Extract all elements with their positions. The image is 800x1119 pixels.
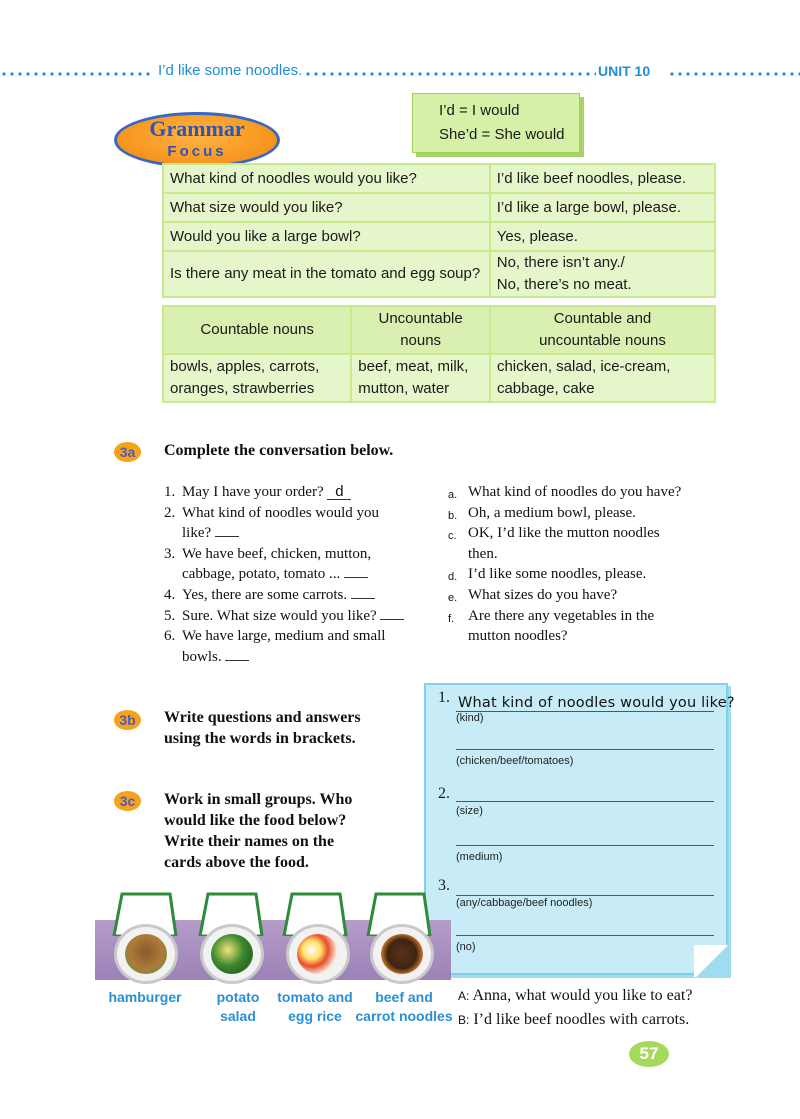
item-text: Are there any vegetables in the [468,607,655,624]
speaker-a: A: [458,989,470,1003]
table-row [163,354,715,402]
instruction-line: cards above the food. [164,854,309,871]
item-text: What kind of noodles would you [182,504,380,521]
contraction-2: She’d = She would [439,126,565,143]
grammar-table-nouns [162,305,716,403]
answer-line[interactable] [456,895,714,896]
table-cell-question: What kind of noodles would you like? [163,164,490,193]
dialog-line-a [458,984,692,1008]
list-item-continued [448,544,728,565]
answer-line[interactable] [456,935,714,936]
food-label-line: hamburger [108,989,182,1005]
card-number-2: 2. [438,785,450,802]
answer-blank[interactable] [351,585,375,599]
instruction-line: would like the food below? [164,812,347,829]
plate-potato-salad [200,924,264,984]
card-answer-1: What kind of noodles would you like? [458,695,735,711]
food-label-line: salad [220,1008,256,1024]
grammar-focus-badge [114,112,280,168]
cell-line: beef, meat, milk, [358,358,469,375]
list-item [448,482,728,503]
card-page-curl [694,945,730,977]
hint-chicken: (chicken/beef/tomatoes) [456,755,574,767]
item-number: 4. [164,586,176,603]
table-cell-answer [490,251,715,297]
list-item [164,544,434,565]
table-cell-answer: Yes, please. [490,222,715,251]
table-row [163,222,715,251]
food-label-beef-noodles [352,988,456,1026]
food-label-line: potato [216,989,260,1005]
food-label-line: tomato and [277,989,353,1005]
conversation-right-list [448,482,728,647]
food-label-potato-salad [206,988,270,1026]
item-text: We have beef, chicken, mutton, [182,545,372,562]
instruction-line: Write questions and answers [164,709,361,726]
item-text: mutton noodles? [468,628,568,645]
list-item [448,503,728,524]
list-item-continued [164,647,434,668]
food-label-line: egg rice [288,1008,342,1024]
plate-beef-noodles [370,924,434,984]
item-text: What kind of noodles do you have? [468,484,682,500]
list-item [164,585,434,606]
header-both-line-2: uncountable nouns [539,332,666,349]
table-cell-question: Would you like a large bowl? [163,222,490,251]
cell-line: cabbage, cake [496,380,595,397]
salad-icon [211,934,253,974]
item-text: I’d like some noodles, please. [468,566,647,583]
table-header-row [163,306,715,354]
item-text: OK, I’d like the mutton noodles [468,525,660,542]
header-both [490,306,715,354]
instruction-3a: Complete the conversation below. [164,442,394,459]
hint-no: (no) [456,941,476,953]
header-countable: Countable nouns [163,306,351,354]
list-item-continued [164,564,434,585]
writing-card [424,683,735,975]
item-text: then. [468,545,498,562]
answer-blank[interactable]: d [327,486,351,500]
table-cell-answer: I’d like a large bowl, please. [490,193,715,222]
header-unit: UNIT 10 [598,63,651,79]
table-row [163,251,715,297]
cell-line: oranges, strawberries [170,380,315,397]
instruction-line: Work in small groups. Who [164,791,353,808]
hint-medium: (medium) [456,851,503,863]
card-number-1: 1. [438,689,450,706]
header-uncountable: Uncountable nouns [351,306,490,354]
food-label-tomato-egg-rice [270,988,360,1026]
hint-any: (any/cabbage/beef noodles) [456,897,593,909]
header-dots-right [668,72,800,76]
table-cell-question: Is there any meat in the tomato and egg soup? [163,251,490,297]
item-text: Sure. What size would you like? [182,607,377,624]
list-item [164,626,434,647]
answer-line[interactable] [456,749,714,750]
answer-line[interactable] [456,845,714,846]
answer-blank[interactable] [215,523,239,537]
hamburger-icon [125,934,167,974]
item-letter: a. [448,489,458,501]
cell-line: mutton, water [358,380,450,397]
contractions-box [412,93,580,153]
plate-tomato-egg-rice [286,924,350,984]
section-marker-3b: 3b [114,710,141,730]
item-letter: e. [448,591,458,604]
example-dialog [458,984,692,1032]
cell-uncountable [351,354,490,402]
cell-line: chicken, salad, ice-cream, [496,358,671,375]
item-text: We have large, medium and small [182,628,386,645]
list-item [164,482,434,503]
item-number: 2. [164,504,176,521]
item-text: bowls. [182,648,222,665]
hint-kind: (kind) [456,712,484,724]
instruction-3b [164,707,361,749]
egg-rice-icon [297,934,339,974]
item-number: 6. [164,628,176,645]
item-text: May I have your order? [182,484,324,500]
answer-line[interactable] [456,801,714,802]
item-letter: c. [448,530,457,543]
header-dots-middle [304,72,596,76]
table-cell-answer: I’d like beef noodles, please. [490,164,715,193]
dialog-text: Anna, what would you like to eat? [472,987,693,1004]
list-item [448,564,728,585]
page-header [0,62,800,86]
grammar-title: Grammar [149,116,245,141]
list-item [164,606,434,627]
section-marker-3a: 3a [114,442,141,462]
header-title: I’d like some noodles. [158,62,303,79]
answer-line[interactable] [456,711,714,712]
noodles-icon [381,934,423,974]
item-letter: b. [448,509,458,522]
list-item [448,585,728,606]
item-text: like? [182,525,212,542]
dialog-line-b [458,1008,692,1032]
cell-line: bowls, apples, carrots, [170,358,320,375]
item-number: 1. [164,484,176,500]
page-number: 57 [629,1041,669,1067]
item-letter: f. [448,612,455,625]
card-number-3: 3. [438,877,450,894]
food-label-line: beef and [375,989,433,1005]
item-number: 3. [164,545,176,562]
item-text: cabbage, potato, tomato ... [182,566,341,583]
table-cell-question: What size would you like? [163,193,490,222]
item-text: Yes, there are some carrots. [182,586,348,603]
contraction-1: I’d = I would [439,102,520,119]
list-item [448,523,728,544]
list-item-continued [164,523,434,544]
table-row [163,164,715,193]
speaker-b: B: [458,1013,470,1027]
food-label-hamburger [102,988,188,1007]
food-label-line: carrot noodles [355,1008,453,1024]
item-text: Oh, a medium bowl, please. [468,504,636,521]
list-item [448,606,728,627]
cell-countable [163,354,351,402]
answer-blank[interactable] [225,647,249,661]
list-item [164,503,434,524]
list-item-continued [448,626,728,647]
cell-both [490,354,715,402]
table-row [163,193,715,222]
instruction-line: Write their names on the [164,833,335,850]
answer-line: No, there isn’t any./ [496,254,625,271]
instruction-line: using the words in brackets. [164,730,356,747]
item-text: What sizes do you have? [468,586,618,603]
item-number: 5. [164,607,176,624]
plate-hamburger [114,924,178,984]
header-dots-left [0,72,154,76]
grammar-table-questions [162,163,716,298]
dialog-text: I’d like beef noodles with carrots. [473,1011,690,1028]
instruction-3c [164,789,352,873]
grammar-subtitle: Focus [167,143,227,160]
answer-line: No, there’s no meat. [496,276,632,293]
item-letter: d. [448,571,458,584]
header-both-line-1: Countable and [553,310,652,327]
conversation-left-list [164,482,434,667]
answer-blank[interactable] [380,606,404,620]
section-marker-3c: 3c [114,791,141,811]
hint-size: (size) [456,805,483,817]
answer-blank[interactable] [344,564,368,578]
